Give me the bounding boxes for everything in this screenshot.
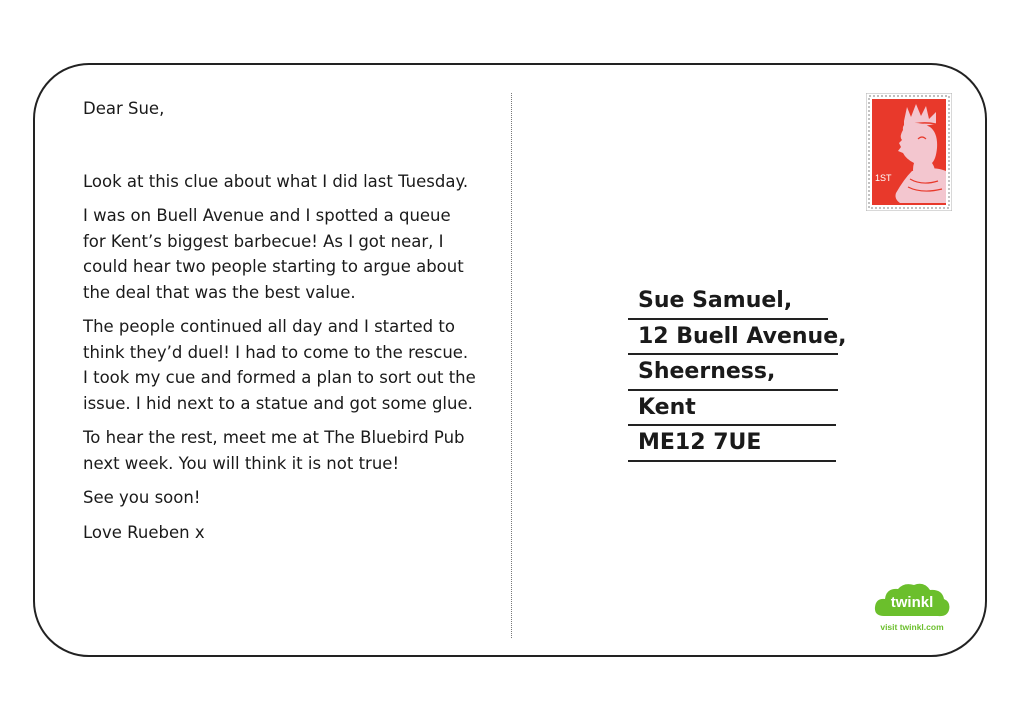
logo-tagline: visit twinkl.com — [880, 622, 944, 632]
message-paragraph: I was on Buell Avenue and I spotted a queue for Kent’s biggest barbecue! As I got near, I could hear two people starting to argue about the deal that was the best value. — [83, 206, 464, 302]
postage-stamp — [866, 93, 952, 211]
address-line: ME12 7UE — [628, 426, 836, 462]
message-paragraph: To hear the rest, meet me at The Bluebird Pub next week. You will think it is not true! — [83, 428, 465, 473]
cloud-icon — [872, 580, 952, 620]
logo-name: twinkl — [890, 594, 934, 611]
recipient-address — [628, 284, 847, 462]
signature: Love Rueben x — [83, 522, 205, 542]
message-area — [83, 96, 478, 554]
address-line: 12 Buell Avenue, — [628, 320, 838, 356]
greeting: Dear Sue, — [83, 99, 165, 118]
sign-off: See you soon! — [83, 488, 201, 507]
stamp-label: 1ST — [875, 173, 892, 183]
address-line: Sheerness, — [628, 355, 838, 391]
twinkl-logo — [872, 580, 952, 636]
queen-silhouette-icon — [866, 93, 952, 211]
address-line: Kent — [628, 391, 836, 427]
postcard-divider — [511, 93, 512, 638]
message-paragraph: The people continued all day and I started to think they’d duel! I had to come to the rescue. I took my cue and formed a plan to sort out the issue. I hid next to a statue and got some glue. — [83, 317, 476, 413]
address-line: Sue Samuel, — [628, 284, 828, 320]
message-paragraph: Look at this clue about what I did last Tuesday. — [83, 171, 469, 191]
